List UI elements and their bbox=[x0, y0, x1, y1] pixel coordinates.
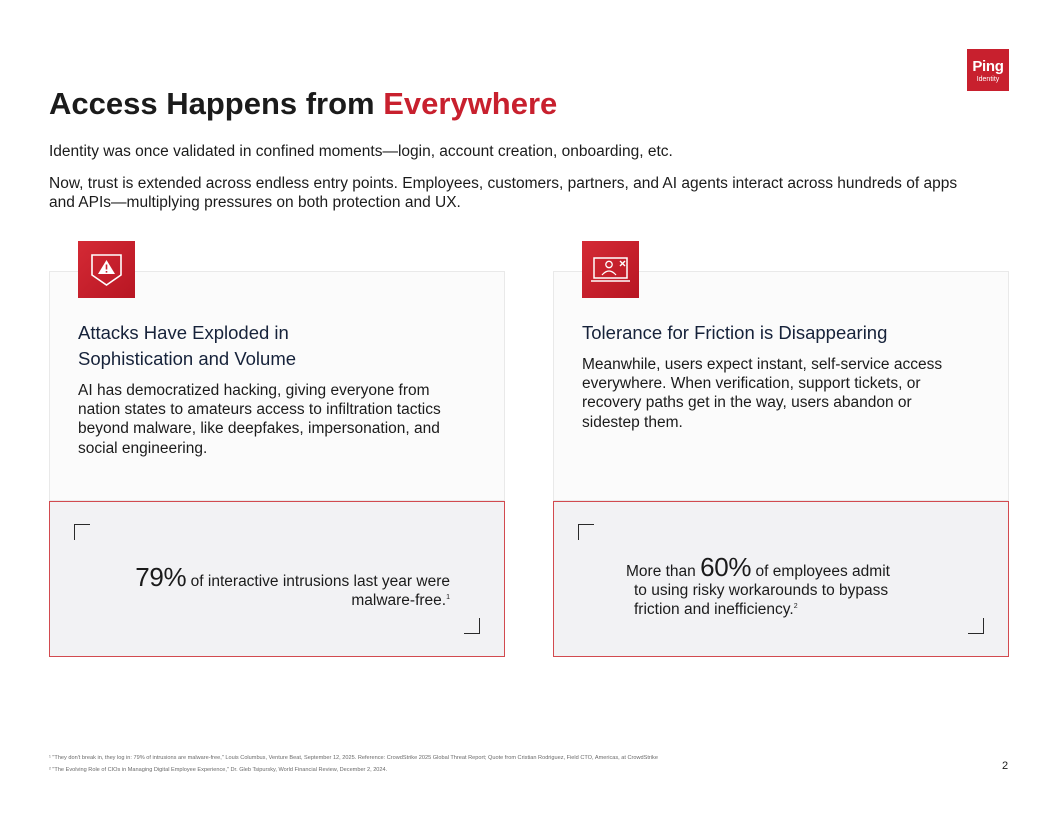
risky-workarounds-stat bbox=[553, 501, 1009, 657]
attacks-card-heading: Attacks Have Exploded in Sophistication and Volume bbox=[78, 322, 297, 369]
stat-line1-suffix: of employees admit bbox=[751, 563, 890, 580]
attacks-card-body: AI has democratized hacking, giving everyone from nation states to amateurs access to infiltration tactics beyond malware, like deepfakes, impersonation, and social engineering. bbox=[78, 382, 441, 457]
corner-bracket-top-left bbox=[74, 524, 90, 540]
footnote-ref-2: 2 bbox=[793, 602, 798, 610]
warning-shield-icon bbox=[78, 241, 135, 298]
attacks-card bbox=[49, 271, 505, 501]
friction-card-heading: Tolerance for Friction is Disappearing bbox=[582, 322, 888, 343]
stat-line3-text: friction and inefficiency. bbox=[634, 601, 794, 618]
corner-bracket-bottom-right bbox=[968, 618, 984, 634]
risky-workarounds-stat-text bbox=[626, 554, 946, 619]
page-title-accent: Everywhere bbox=[383, 86, 558, 121]
page-title bbox=[49, 84, 557, 124]
page-title-main: Access Happens from bbox=[49, 86, 384, 121]
page-number: 2 bbox=[1002, 760, 1009, 772]
corner-bracket-top-left bbox=[578, 524, 594, 540]
stat-prefix: More than bbox=[626, 563, 701, 580]
friction-card bbox=[553, 271, 1009, 501]
stat-line3 bbox=[626, 600, 946, 619]
intro-paragraph-1: Identity was once validated in confined moments—login, account creation, onboarding, etc. bbox=[49, 143, 673, 160]
stat-value-79: 79% bbox=[135, 562, 187, 592]
logo-subtext: Identity bbox=[976, 76, 1000, 83]
ping-identity-logo bbox=[967, 49, 1009, 91]
stat-line2: to using risky workarounds to bypass bbox=[634, 582, 889, 599]
corner-bracket-bottom-right bbox=[464, 618, 480, 634]
malware-free-stat bbox=[49, 501, 505, 657]
logo-wordmark: Ping bbox=[972, 58, 1004, 75]
stat-value-60: 60% bbox=[700, 552, 752, 582]
footnotes bbox=[49, 752, 929, 776]
footnote-1: ¹ "They don't break in, they log in: 79% of intrusions are malware-free," Louis Columbus, Venture Beat, September 12, 2025. Reference: CrowdStrike 2025 Global Threat Report; Quote from Cristian Rodriguez, Field CTO, Americas, at CrowdStrike bbox=[49, 755, 658, 761]
malware-free-stat-text bbox=[120, 564, 450, 610]
footnote-ref-1: 1 bbox=[446, 593, 450, 601]
friction-card-body: Meanwhile, users expect instant, self-service access everywhere. When verification, support tickets, or recovery paths get in the way, users abandon or sidestep them. bbox=[582, 356, 943, 431]
intro-paragraph-2: Now, trust is extended across endless entry points. Employees, customers, partners, and AI agents interact across hundreds of apps and APIs—multiplying pressures on both protection and UX. bbox=[49, 175, 958, 211]
user-reject-monitor-icon bbox=[582, 241, 639, 298]
footnote-2: ² "The Evolving Role of CIOs in Managing Digital Employee Experience," Dr. Gleb Tsipursky, World Financial Review, December 2, 2024. bbox=[49, 767, 388, 773]
stat-description: of interactive intrusions last year were malware-free. bbox=[186, 573, 450, 609]
